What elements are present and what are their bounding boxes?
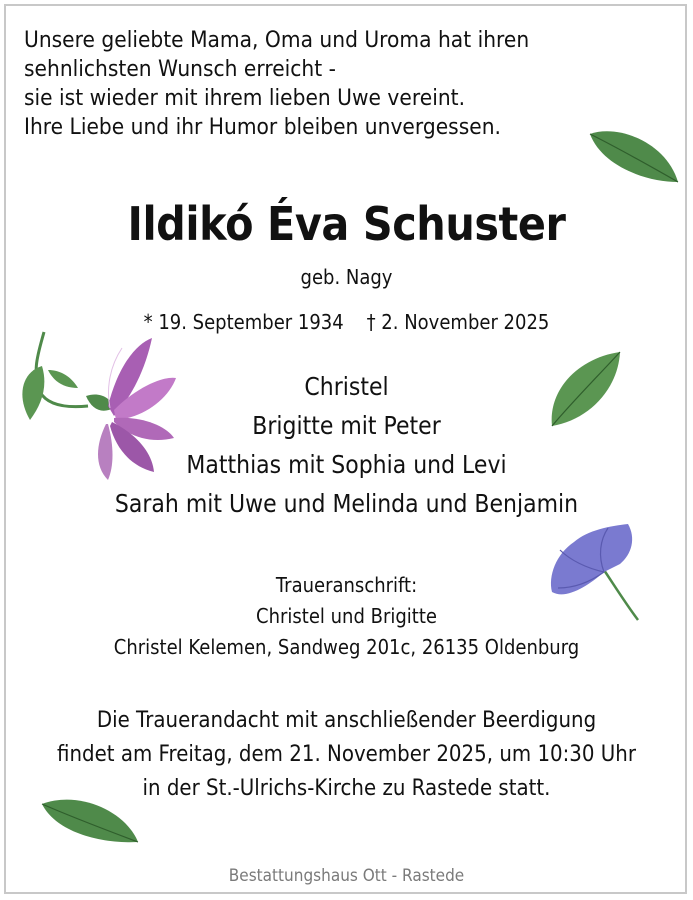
leaf-icon <box>588 128 680 186</box>
service-line: in der St.-Ulrichs-Kirche zu Rastede statt. <box>142 776 551 801</box>
bellflower-icon <box>18 326 178 482</box>
funeral-service-info <box>35 704 659 806</box>
service-line: Die Trauerandacht mit anschließender Beerdigung <box>96 708 597 733</box>
leaf-icon <box>548 350 622 428</box>
address-line: Christel und Brigitte <box>256 604 437 628</box>
family-member: Christel <box>304 372 389 401</box>
intro-text <box>24 26 539 142</box>
address-line: Christel Kelemen, Sandweg 201c, 26135 Oldenburg <box>113 635 580 659</box>
flower-icon <box>546 520 642 624</box>
deceased-name: Ildikó Éva Schuster <box>127 197 566 251</box>
maiden-name: geb. Nagy <box>300 265 393 289</box>
intro-line: sie ist wieder mit ihrem lieben Uwe vereint. <box>24 86 466 111</box>
family-member: Matthias mit Sophia und Levi <box>186 450 507 479</box>
leaf-icon <box>40 796 140 844</box>
service-line: findet am Freitag, dem 21. November 2025, um 10:30 Uhr <box>56 742 636 767</box>
intro-line: Unsere geliebte Mama, Oma und Uroma hat ihren <box>24 28 530 53</box>
family-member: Brigitte mit Peter <box>252 411 441 440</box>
life-dates: * 19. September 1934 † 2. November 2025 <box>143 310 550 334</box>
funeral-home: Bestattungshaus Ott - Rastede <box>228 866 465 886</box>
address-heading: Traueranschrift: <box>275 573 418 597</box>
intro-line: sehnlichsten Wunsch erreicht - <box>24 57 336 82</box>
family-member: Sarah mit Uwe und Melinda und Benjamin <box>114 489 579 518</box>
intro-line: Ihre Liebe und ihr Humor bleiben unvergessen. <box>24 115 501 140</box>
